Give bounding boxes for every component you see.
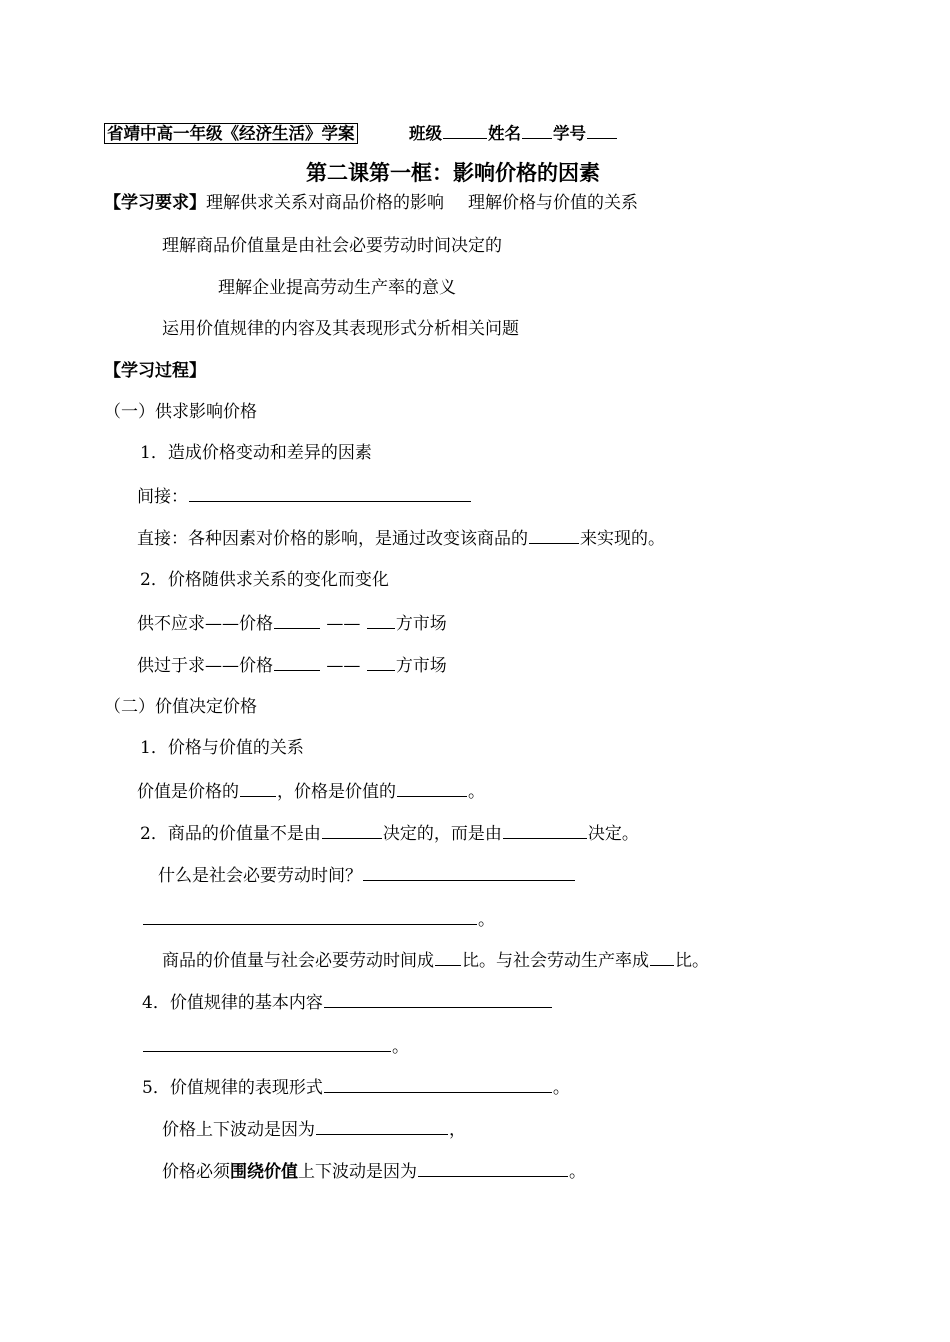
section-heading: （二）价值决定价格 (104, 697, 257, 717)
law-form-line (142, 1076, 570, 1099)
name-blank[interactable] (522, 122, 552, 139)
relation-text: 价值是价格的 (137, 782, 239, 802)
market-blank[interactable] (367, 654, 395, 671)
comma: ， (449, 1120, 466, 1140)
direct-text: 直接：各种因素对价格的影响，是通过改变该商品的 (137, 529, 528, 549)
proportion-text-end: 比。 (675, 951, 709, 971)
question-blank[interactable] (363, 864, 575, 881)
value-amount-text-end: 决定。 (587, 824, 639, 844)
requirement-item: 理解供求关系对商品价格的影响 (206, 193, 444, 213)
id-label: 学号 (553, 124, 586, 143)
indirect-line (137, 485, 472, 508)
over-supply-line (137, 654, 447, 677)
header-line (104, 122, 618, 145)
value-amount-blank-1[interactable] (322, 822, 382, 839)
short-supply-line (137, 612, 447, 635)
law-form-blank[interactable] (324, 1076, 552, 1093)
requirements-label: 【学习要求】 (104, 193, 206, 213)
requirement-item: 理解商品价值量是由社会必要劳动时间决定的 (162, 236, 502, 256)
period: 。 (569, 1162, 586, 1182)
around-value-bold: 围绕价值 (230, 1162, 298, 1182)
proportion-line (162, 949, 709, 972)
proportion-text: 比。与社会劳动生产率成 (462, 951, 649, 971)
period: 。 (478, 910, 495, 930)
market-blank[interactable] (367, 612, 395, 629)
over-supply-text: 供过于求——价格 (137, 656, 273, 676)
value-amount-text: 2．商品的价值量不是由 (140, 824, 321, 844)
short-supply-text: 供不应求——价格 (137, 614, 273, 634)
name-label: 姓名 (488, 124, 521, 143)
law-content-line (142, 991, 553, 1014)
requirement-item: 运用价值规律的内容及其表现形式分析相关问题 (162, 319, 519, 339)
relation-text: ，价格是价值的 (277, 782, 396, 802)
price-blank[interactable] (274, 654, 320, 671)
law-content-blank-continued[interactable] (143, 1035, 391, 1052)
proportion-text: 商品的价值量与社会必要劳动时间成 (162, 951, 434, 971)
dash-text: —— (326, 614, 361, 634)
requirements-line-1 (104, 192, 638, 214)
fluctuation-line (162, 1118, 466, 1141)
question-text: 什么是社会必要劳动时间？ (158, 866, 362, 886)
around-value-line (162, 1160, 586, 1183)
indirect-blank[interactable] (189, 485, 471, 502)
class-blank[interactable] (443, 122, 487, 139)
proportion-blank-1[interactable] (435, 949, 461, 966)
law-content-continuation (142, 1035, 409, 1058)
requirement-item: 理解价格与价值的关系 (468, 193, 638, 213)
point-heading: 2．价格随供求关系的变化而变化 (140, 570, 389, 590)
price-blank[interactable] (274, 612, 320, 629)
question-blank-continued[interactable] (143, 908, 477, 925)
period: 。 (392, 1037, 409, 1057)
law-form-text: 5．价值规律的表现形式 (142, 1078, 323, 1098)
dash-text: —— (326, 656, 361, 676)
point-heading: 1．造成价格变动和差异的因素 (140, 443, 372, 463)
around-value-text-end: 上下波动是因为 (298, 1162, 417, 1182)
section-heading: （一）供求影响价格 (104, 402, 257, 422)
process-label: 【学习过程】 (104, 361, 206, 381)
law-content-text: 4．价值规律的基本内容 (142, 993, 323, 1013)
question-continuation (142, 908, 495, 931)
market-text: 方市场 (395, 614, 447, 634)
market-text: 方市场 (395, 656, 447, 676)
direct-blank[interactable] (529, 527, 579, 544)
period: 。 (552, 1078, 570, 1098)
relation-line (137, 780, 485, 803)
question-line (158, 864, 576, 887)
page-title: 第二课第一框：影响价格的因素 (306, 161, 600, 185)
fluctuation-blank[interactable] (316, 1118, 448, 1135)
value-amount-line (140, 822, 639, 845)
around-value-text: 价格必须 (162, 1162, 230, 1182)
relation-text-end: 。 (468, 782, 485, 802)
point-heading: 1．价格与价值的关系 (140, 738, 304, 758)
fluctuation-text: 价格上下波动是因为 (162, 1120, 315, 1140)
direct-line (137, 527, 665, 550)
value-amount-blank-2[interactable] (503, 822, 587, 839)
law-content-blank[interactable] (324, 991, 552, 1008)
relation-blank-2[interactable] (397, 780, 467, 797)
requirement-item: 理解企业提高劳动生产率的意义 (218, 278, 456, 298)
value-amount-text: 决定的，而是由 (382, 824, 502, 844)
direct-text-end: 来实现的。 (580, 529, 665, 549)
relation-blank-1[interactable] (240, 780, 276, 797)
around-value-blank[interactable] (418, 1160, 568, 1177)
id-blank[interactable] (587, 122, 617, 139)
school-title: 省靖中高一年级《经济生活》学案 (104, 123, 358, 144)
proportion-blank-2[interactable] (650, 949, 674, 966)
indirect-label: 间接： (137, 487, 188, 507)
class-label: 班级 (409, 124, 442, 143)
